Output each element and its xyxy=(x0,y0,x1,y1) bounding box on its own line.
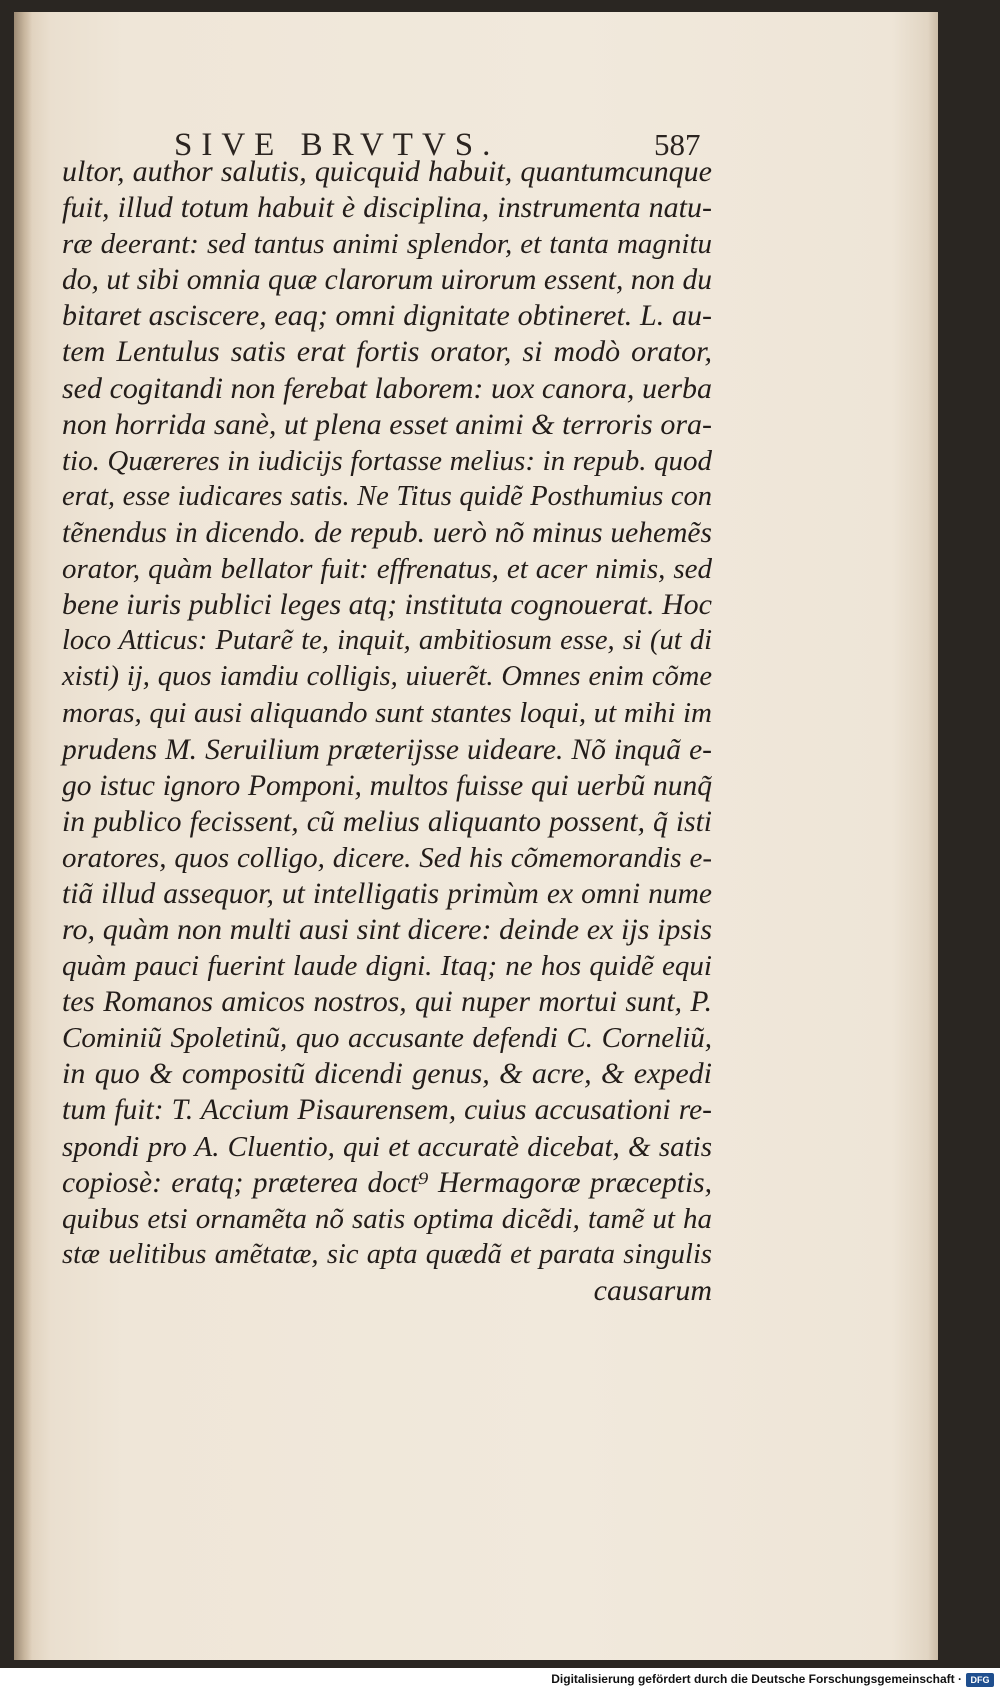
text-line: bitaret asciscere, eaq; omni dignitate obtineret. L. au- xyxy=(62,299,712,333)
text-line: moras, qui ausi aliquando sunt stantes loqui, ut mihi im xyxy=(62,697,712,730)
text-line: oratores, quos colligo, dicere. Sed his cõmemorandis e- xyxy=(62,841,712,874)
text-line: quàm pauci fuerint laude digni. Itaq; ne hos quidẽ equi xyxy=(62,950,712,983)
text-line: xisti) ij, quos iamdiu colligis, uiuerẽt. Omnes enim cõme xyxy=(62,661,712,693)
text-line: Cominiũ Spoletinũ, quo accusante defendi C. Corneliũ, xyxy=(62,1022,712,1055)
text-line: tum fuit: T. Accium Pisaurensem, cuius accusationi re- xyxy=(62,1094,712,1127)
text-line: ræ deerant: sed tantus animi splendor, et tanta magnitu xyxy=(62,228,712,261)
text-line: non horrida sanè, ut plena esset animi & terroris ora- xyxy=(62,407,712,441)
text-line: copiosè: eratq; præterea doct⁹ Hermagoræ præceptis, xyxy=(62,1166,712,1199)
funding-credit: Digitalisierung gefördert durch die Deutsche Forschungsgemeinschaft · xyxy=(551,1672,962,1686)
text-line: tẽnendus in dicendo. de repub. uerò nõ minus uehemẽs xyxy=(62,516,712,549)
text-line: quibus etsi ornamẽta nõ satis optima dicẽdi, tamẽ ut ha xyxy=(62,1202,712,1235)
text-line: fuit, illud totum habuit è disciplina, instrumenta natu- xyxy=(62,191,712,225)
text-line: tes Romanos amicos nostros, qui nuper mortui sunt, P. xyxy=(62,986,712,1019)
catchword: causarum xyxy=(593,1273,712,1307)
text-line: tio. Quæreres in iudicijs fortasse melius: in repub. quod xyxy=(62,444,712,477)
text-line: in publico fecissent, cũ melius aliquanto possent, q̃ isti xyxy=(62,805,712,838)
text-line: in quo & compositũ dicendi genus, & acre, & expedi xyxy=(62,1057,712,1091)
dfg-logo-icon: DFG xyxy=(966,1673,994,1687)
text-line: ro, quàm non multi ausi sint dicere: deinde ex ijs ipsis xyxy=(62,912,712,946)
text-line: bene iuris publici leges atq; instituta cognouerat. Hoc xyxy=(62,588,712,622)
book-page xyxy=(14,12,938,1660)
footer-bar xyxy=(0,1668,1000,1693)
page-number: 587 xyxy=(654,127,701,162)
body-text xyxy=(62,154,712,1309)
text-line: do, ut sibi omnia quæ clarorum uirorum essent, non du xyxy=(62,264,712,297)
text-line: erat, esse iudicares satis. Ne Titus quidẽ Posthumius con xyxy=(62,480,712,512)
text-line: sed cogitandi non ferebat laborem: uox canora, uerba xyxy=(62,371,712,405)
running-head: SIVE BRVTVS. xyxy=(174,127,500,163)
text-line: prudens M. Seruilium præterijsse uideare. Nõ inquã e- xyxy=(62,733,712,766)
text-line: tem Lentulus satis erat fortis orator, si modò orator, xyxy=(62,335,712,369)
text-line: loco Atticus: Putarẽ te, inquit, ambitiosum esse, si (ut di xyxy=(62,625,712,657)
text-line: spondi pro A. Cluentio, qui et accuratè dicebat, & satis xyxy=(62,1130,712,1163)
text-line: orator, quàm bellator fuit: effrenatus, et acer nimis, sed xyxy=(62,553,712,586)
text-line: stæ uelitibus amẽtatæ, sic apta quædã et parata singulis xyxy=(62,1238,712,1270)
page-edge-shadow xyxy=(928,12,938,1660)
text-line: go istuc ignoro Pomponi, multos fuisse qui uerbũ nunq̃ xyxy=(62,769,712,802)
text-line: ultor, author salutis, quicquid habuit, quantumcunque xyxy=(62,155,712,188)
page-gutter-shadow xyxy=(14,12,32,1660)
text-line: tiã illud assequor, ut intelligatis primùm ex omni nume xyxy=(62,877,712,910)
